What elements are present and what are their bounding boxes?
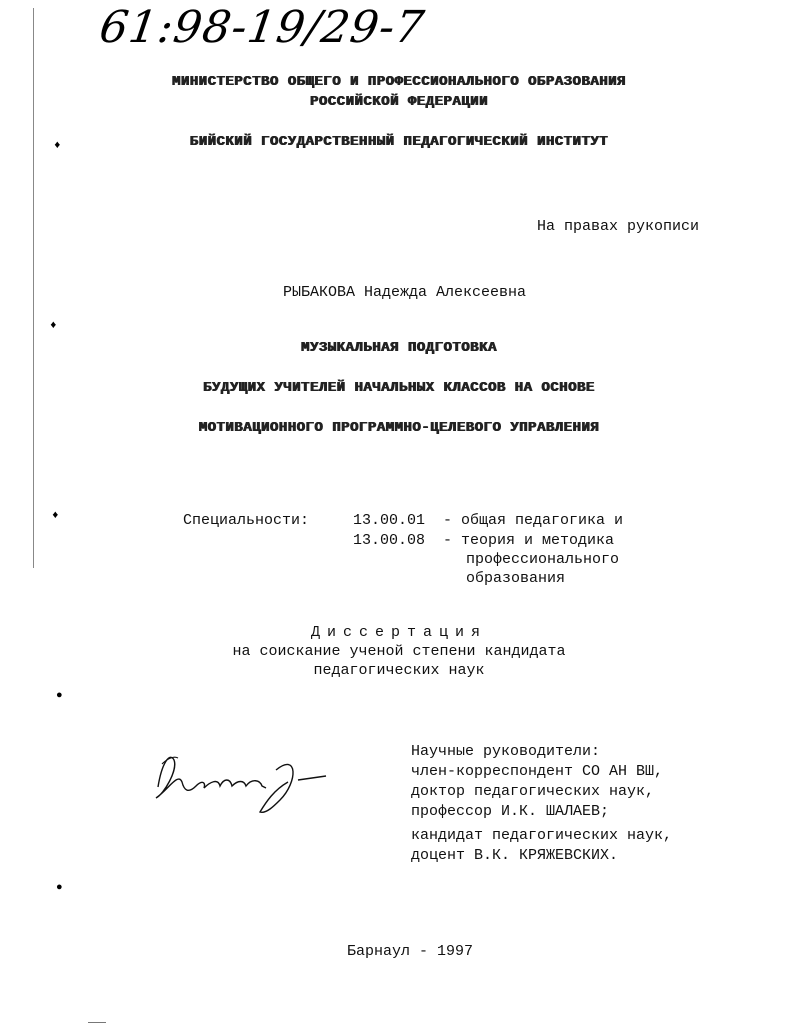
dissertation-degree-line: на соискание ученой степени кандидата [232,643,566,660]
scan-mark: ♦ [50,320,57,332]
manuscript-note: На правах рукописи [537,218,700,235]
advisor-line: кандидат педагогических наук, [411,827,673,844]
title-line-2: БУДУЩИХ УЧИТЕЛЕЙ НАЧАЛЬНЫХ КЛАССОВ НА ОСНОВЕ [203,380,595,396]
specialty-desc-continued: образования [466,570,566,587]
specialties-label: Специальности: [183,512,310,529]
scientific-advisors [411,742,672,866]
specialty-desc-continued: профессионального [466,551,620,568]
scan-mark: ● [56,690,63,702]
dissertation-heading: Диссертация [310,624,488,641]
specialty-desc: - общая педагогика и [443,512,624,529]
specialty-desc: - теория и методика [443,532,615,549]
advisor-line: член-корреспондент СО АН ВШ, [411,763,664,780]
institute-name: БИЙСКИЙ ГОСУДАРСТВЕННЫЙ ПЕДАГОГИЧЕСКИЙ ИНСТИТУТ [189,134,609,150]
author-signature [148,742,338,822]
scan-mark: ● [56,882,63,894]
city-year: Барнаул - 1997 [347,943,474,960]
specialty-code: 13.00.01 [353,512,426,529]
advisor-line: доктор педагогических наук, [411,783,655,800]
advisor-line: профессор И.К. ШАЛАЕВ; [411,803,610,820]
title-line-1: МУЗЫКАЛЬНАЯ ПОДГОТОВКА [301,340,497,356]
handwritten-archive-number: 61:98-19/29-7 [96,2,428,53]
ministry-line-2: РОССИЙСКОЙ ФЕДЕРАЦИИ [309,94,489,110]
advisor-line: доцент В.К. КРЯЖЕВСКИХ. [411,847,619,864]
scan-mark: ♦ [52,510,59,522]
scan-mark: ♦ [54,140,61,152]
title-line-3: МОТИВАЦИОННОГО ПРОГРАММНО-ЦЕЛЕВОГО УПРАВЛЕНИЯ [198,420,600,436]
ministry-line-1: МИНИСТЕРСТВО ОБЩЕГО И ПРОФЕССИОНАЛЬНОГО ОБРАЗОВАНИЯ [172,74,626,90]
specialty-code: 13.00.08 [353,532,426,549]
author-name: РЫБАКОВА Надежда Алексеевна [283,284,527,301]
scan-artifact [88,1022,106,1023]
advisors-heading: Научные руководители: [411,743,601,760]
scan-margin-line [33,8,34,568]
dissertation-field-line: педагогических наук [313,662,485,679]
